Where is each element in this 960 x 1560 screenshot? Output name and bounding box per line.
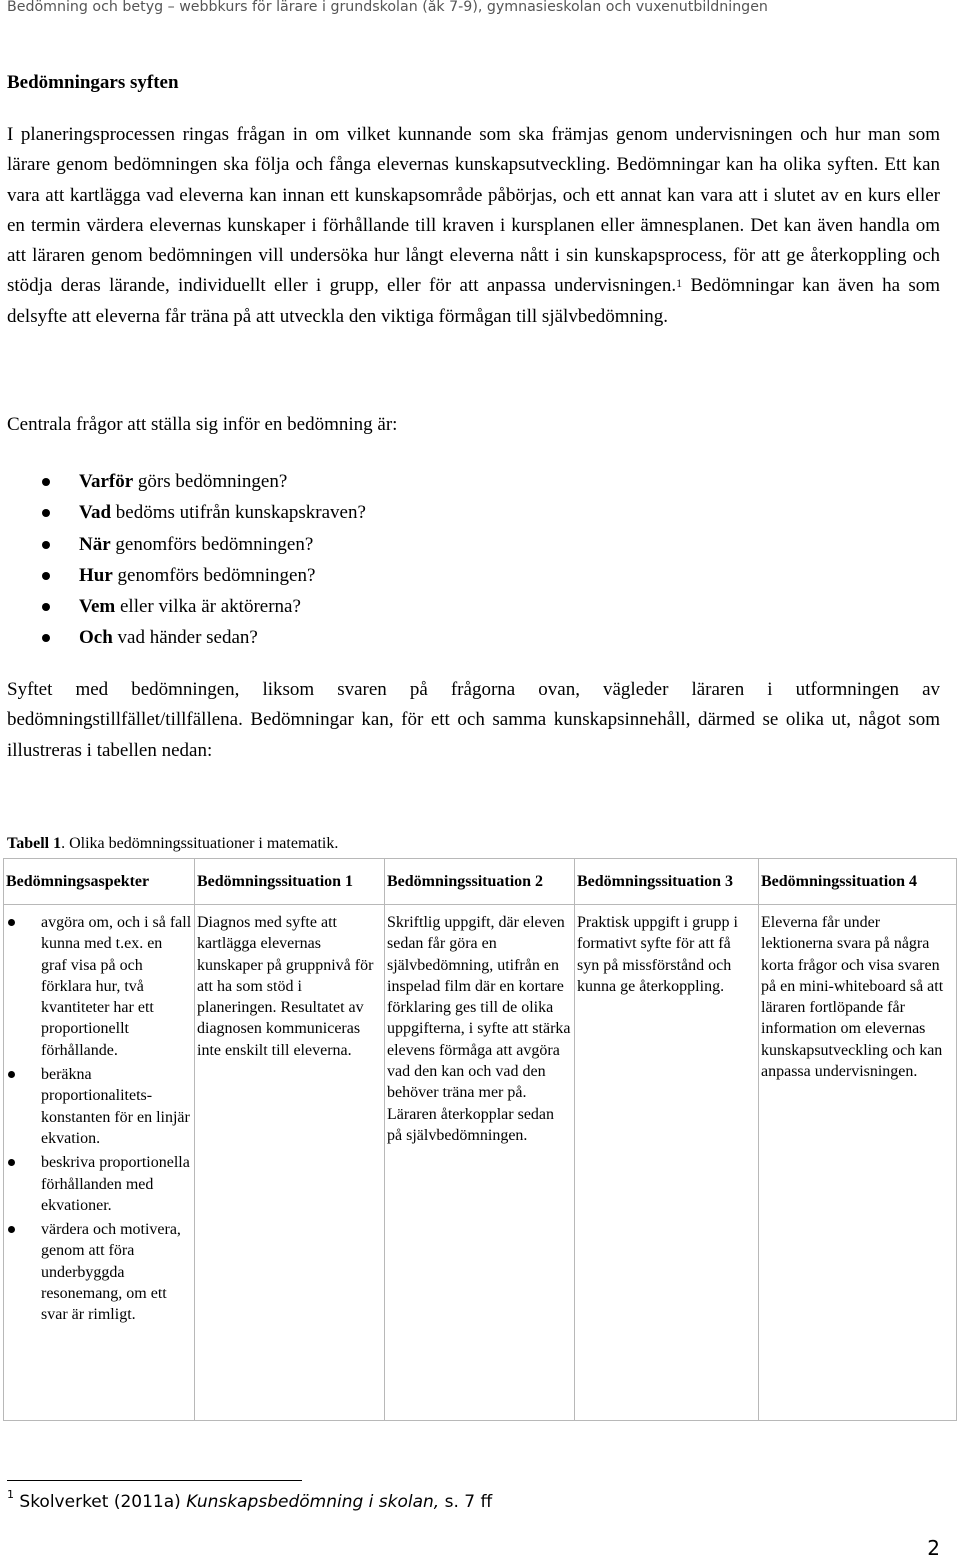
situation-1-cell: Diagnos med syfte att kartlägga elevernas kunskaper på gruppnivå för att ha som stöd i planeringen. Resultatet av diagnosen kommuniceras inte enskilt till eleverna. <box>195 905 385 1421</box>
footnote-title: Kunskapsbedömning i skolan, <box>186 1492 440 1512</box>
bullet-icon <box>42 572 50 580</box>
table-header-row <box>4 859 957 905</box>
question-item <box>7 622 366 653</box>
aspect-item <box>6 912 192 1061</box>
question-keyword: Vem <box>79 596 116 618</box>
situation-3-cell: Praktisk uppgift i grupp i formativt syfte för att få syn på missförstånd och kunna ge återkoppling. <box>575 905 759 1421</box>
aspects-list <box>6 912 192 1326</box>
question-keyword: Varför <box>79 471 134 492</box>
column-header-situation-2: Bedömningssituation 2 <box>385 859 575 905</box>
question-item <box>7 560 366 591</box>
bullet-icon <box>8 1226 15 1233</box>
aspect-text: värdera och motivera, genom att föra underbyggda resonemang, om ett svar är rimligt. <box>41 1221 181 1324</box>
assessment-table <box>3 858 957 1421</box>
table-caption-text: . Olika bedömningssituationer i matematik. <box>61 835 339 852</box>
table-caption <box>7 835 338 853</box>
question-text: bedöms utifrån kunskapskraven? <box>111 502 366 524</box>
question-item <box>7 497 366 528</box>
aspect-item <box>6 1152 192 1216</box>
summary-paragraph: Syftet med bedömningen, liksom svaren på frågorna ovan, vägleder läraren i utformningen av bedömningstillfället/tillfällena. Bedömningar kan, för ett och samma kunskapsinnehåll, därmed se olika ut, något som illustreras i tabellen nedan: <box>7 679 940 761</box>
footnote-source: Skolverket (2011a) <box>19 1492 187 1512</box>
intro-text: I planeringsprocessen ringas frågan in om vilket kunnande som ska främjas genom undervisningen och hur man som lärare genom bedömningen ska följa och fånga elevernas kunskapsutveckling. Bedömningar kan ha olika syften. Ett kan vara att kartlägga vad eleverna kan innan ett kunskapsområde påbörjas, och ett annat kan vara att i slutet av en kurs eller en termin värdera elevernas kunskaper i förhållande till kraven i kursplanen eller ämnesplanen. Det kan även handla om att läraren genom bedömningen vill undersöka hur långt eleverna nått i sin kunskapsprocess, för att ge återkoppling och stödja deras lärande, individuellt eller i grupp, eller för att anpassa undervisningen. <box>7 124 940 297</box>
intro-paragraph <box>7 120 940 332</box>
question-item <box>7 466 366 497</box>
question-keyword: Hur <box>79 564 113 586</box>
bullet-icon <box>42 541 50 549</box>
aspect-item <box>6 1219 192 1325</box>
section-heading: Bedömningars syften <box>7 72 179 93</box>
footnote <box>7 1488 493 1512</box>
bullet-icon <box>42 478 50 486</box>
question-text: vad händer sedan? <box>112 627 258 649</box>
table-row <box>4 905 957 1421</box>
column-header-situation-1: Bedömningssituation 1 <box>195 859 385 905</box>
aspects-cell <box>4 905 195 1421</box>
bullet-icon <box>42 603 50 611</box>
bullet-icon <box>8 919 15 926</box>
questions-intro: Centrala frågor att ställa sig inför en bedömning är: <box>7 414 398 435</box>
table-caption-label: Tabell 1 <box>7 835 62 852</box>
aspect-item <box>6 1064 192 1149</box>
situation-2-cell: Skriftlig uppgift, där eleven sedan får göra en självbedömning, utifrån en inspelad film där en kortare förklaring ges till de olika uppgifterna, i syfte att stärka elevens förmåga att avgöra vad den kan och vad den behöver träna mer på. Läraren återkopplar sedan på självbedömningen. <box>385 905 575 1421</box>
column-header-situation-4: Bedömningssituation 4 <box>759 859 957 905</box>
intro-text-continued: Bedömningar kan även ha som delsyfte att eleverna får träna på att utveckla den viktiga förmågan till självbedömning. <box>7 275 941 327</box>
running-header: Bedömning och betyg – webbkurs för lärare i grundskolan (åk 7-9), gymnasieskolan och vuxenutbildningen <box>7 0 768 15</box>
question-item <box>7 529 366 560</box>
footnote-pages: s. 7 ff <box>439 1492 493 1512</box>
footnote-number: 1 <box>7 1488 14 1501</box>
column-header-aspects: Bedömningsaspekter <box>4 859 195 905</box>
question-text: genomförs bedömningen? <box>112 564 316 586</box>
bullet-icon <box>42 509 50 517</box>
aspect-text: beräkna proportionalitets-konstanten för en linjär ekvation. <box>41 1066 190 1147</box>
footnote-separator <box>7 1480 302 1481</box>
page-number: 2 <box>927 1536 940 1560</box>
aspect-text: beskriva proportionella förhållanden med ekvationer. <box>41 1154 190 1214</box>
question-text: eller vilka är aktörerna? <box>115 596 301 618</box>
column-header-situation-3: Bedömningssituation 3 <box>575 859 759 905</box>
questions-list <box>7 466 366 654</box>
aspect-text: avgöra om, och i så fall kunna med t.ex. en graf visa på och förklara hur, två kvantiteter har ett proportionellt förhållande. <box>41 914 192 1059</box>
question-text: görs bedömningen? <box>133 471 288 492</box>
question-keyword: Vad <box>79 502 112 524</box>
question-item <box>7 591 366 622</box>
bullet-icon <box>8 1071 15 1078</box>
question-text: genomförs bedömningen? <box>110 533 314 555</box>
question-keyword: Och <box>79 627 113 649</box>
question-keyword: När <box>79 533 111 555</box>
bullet-icon <box>8 1159 15 1166</box>
situation-4-cell: Eleverna får under lektionerna svara på några korta frågor och visa svaren på en mini-whiteboard så att läraren fortlöpande får information om elevernas kunskapsutveckling och kan anpassa undervisningen. <box>759 905 957 1421</box>
bullet-icon <box>42 634 50 642</box>
footnote-ref[interactable]: 1 <box>676 276 683 291</box>
